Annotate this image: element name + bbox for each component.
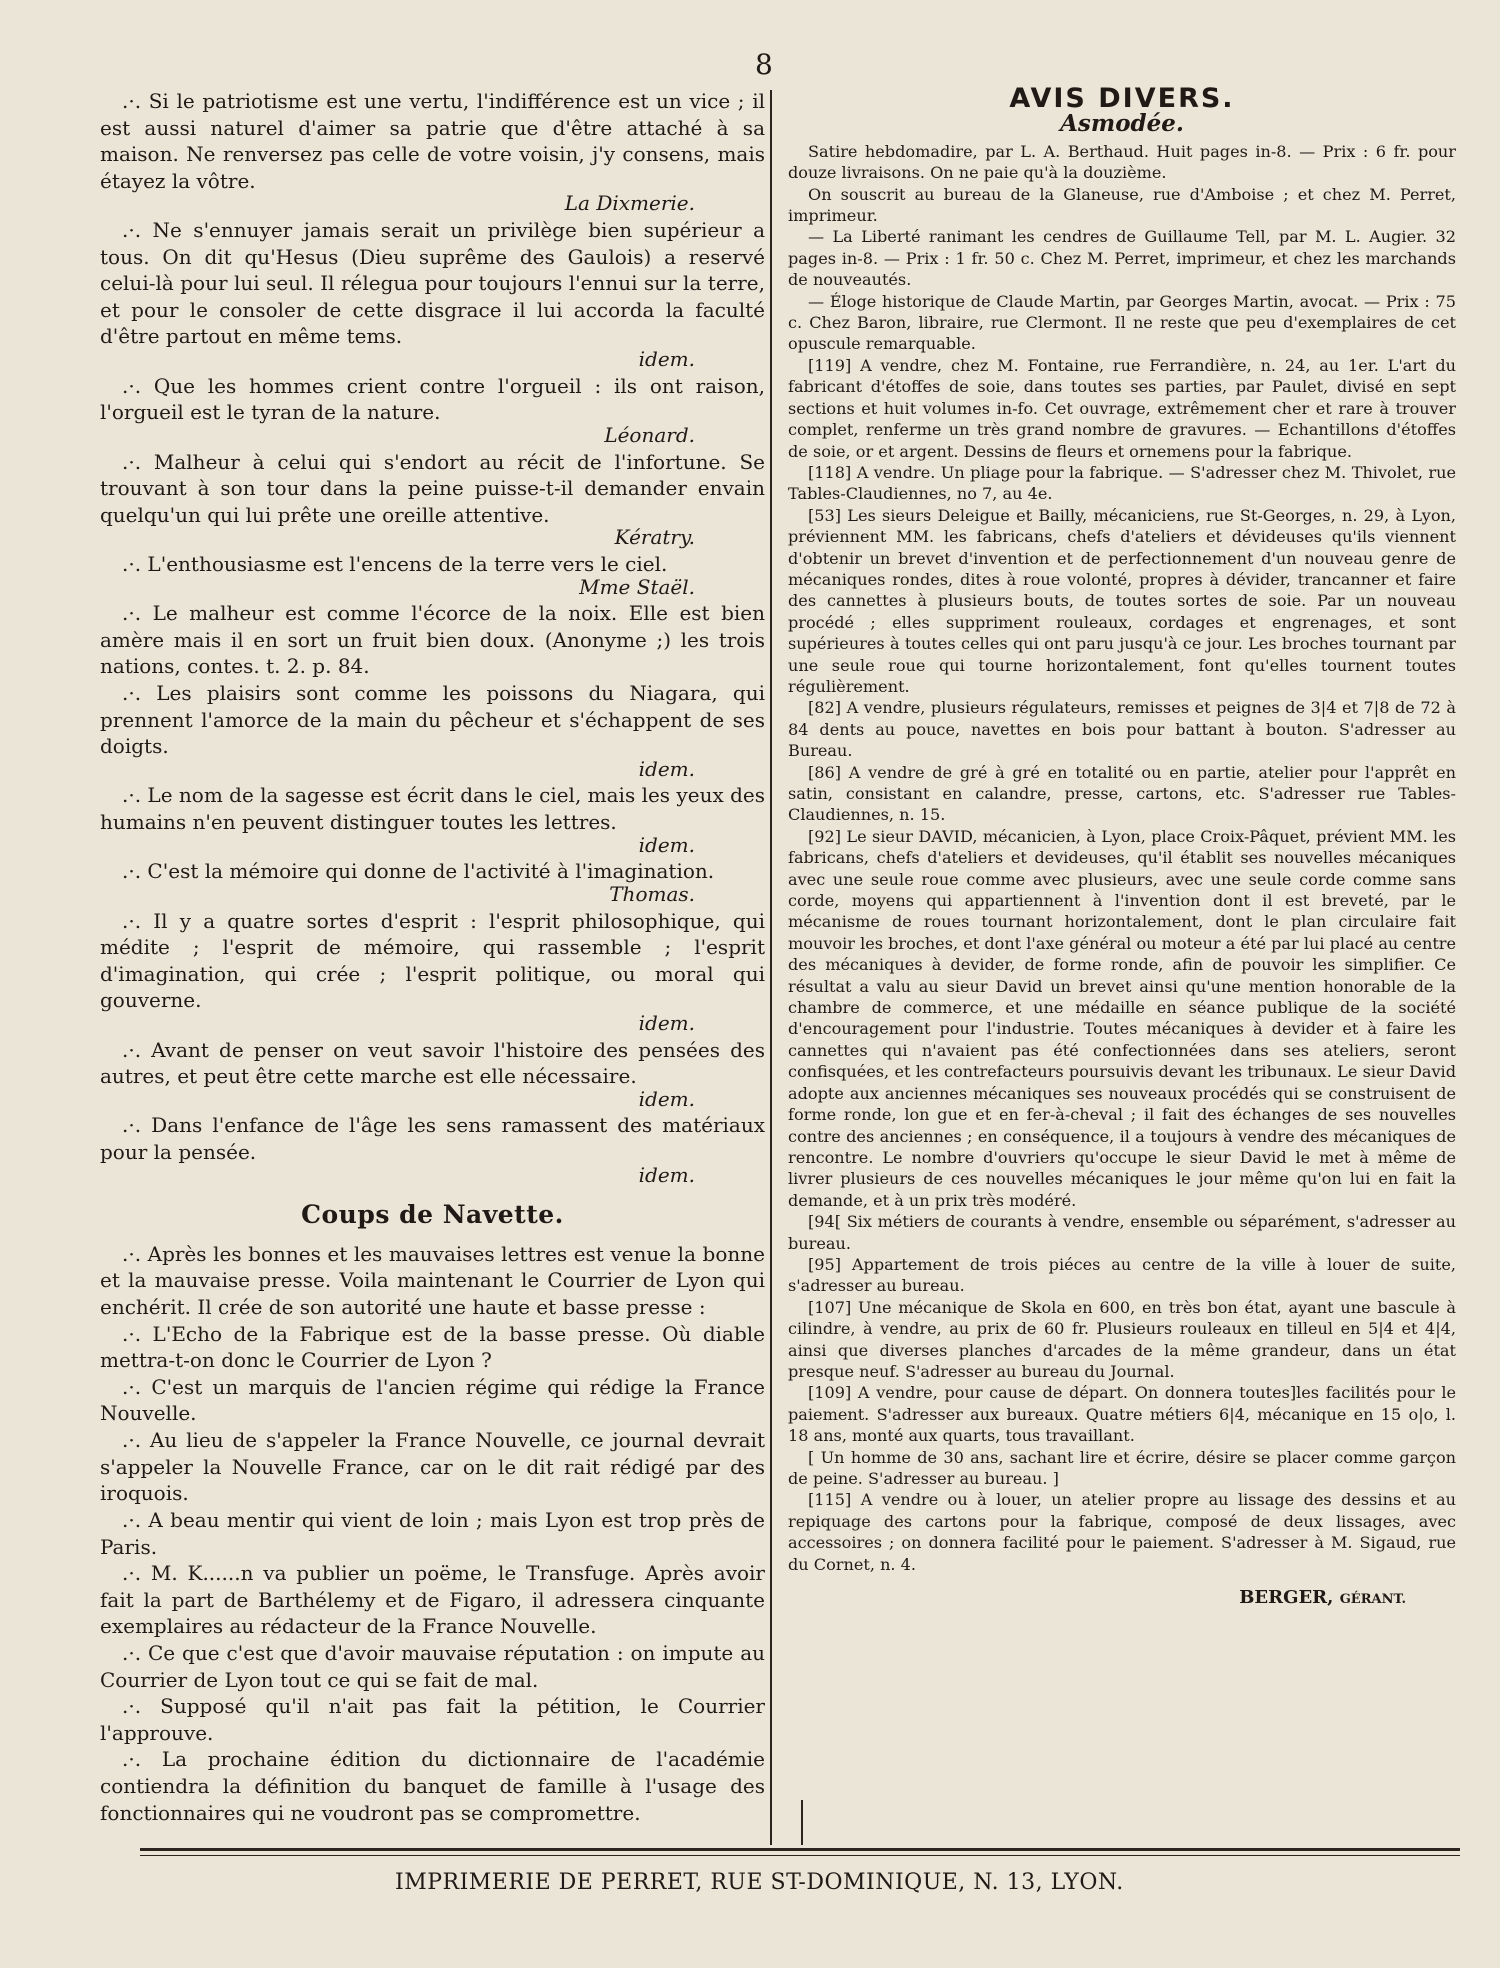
maxim-author: idem.: [638, 1162, 695, 1187]
maxim-text: .·. Les plaisirs sont comme les poissons du Niagara, qui prennent l'amorce de la main du pêcheur et s'échappent de ses doigts.: [100, 681, 765, 759]
section-title: Coups de Navette.: [301, 1200, 564, 1230]
page-number: 8: [755, 48, 773, 81]
maxim-author: Léonard.: [604, 422, 695, 447]
ad-item: [119] A vendre, chez M. Fontaine, rue Ferrandière, n. 24, au 1er. L'art du fabricant d'étoffes de soie, dans toutes ses parties, par Paulet, divisé en sept sections et huit volumes in-fo. Cet ouvrage, extrêmement cher et rare à trouver complet, renferme un très grand nombre de gravures. — Echantillons d'étoffes de soie, or et argent. Dessins de fleurs et ornemens pour la fabrique.: [788, 355, 1456, 461]
ad-item: [92] Le sieur DAVID, mécanicien, à Lyon, place Croix-Pâquet, prévient MM. les fabricans, chefs d'ateliers et devideuses, qu'il établit ses nouvelles mécaniques avec une seule roue comme avec plusieurs, avec une seule corde comme sans corde, moyens qui appartiennent à l'invention dont il est breveté, par le mécanisme de roues tournant horizontalement, dont le plan circulaire fait mouvoir les broches, et dont l'axe général ou moteur a été par lui placé au centre des mécaniques à devider, de forme ronde, afin de pouvoir les simplifier. Ce résultat a valu au sieur David un brevet ainsi qu'une mention honorable de la chambre de commerce, et une médaille en séance publique de la société d'encouragement pour l'industrie. Toutes mécaniques à devider et à faire les cannettes qui n'avaient pas été confectionnées dans ses ateliers, seront confisquées, et les contrefacteurs poursuivis devant les tribunaux. Le sieur David adopte aux anciennes mécaniques ses nouveaux procédés qui se construisent de forme ronde, lon gue et en fer-à-cheval ; il fait des échanges de ses nouvelles contre des anciennes ; en conséquence, il a toujours à vendre des mécaniques de rencontre. Le nombre d'ouvriers qu'occupe le sieur David le met à même de livrer plusieurs de ces nouvelles mécaniques le jour même qu'on lui en fait la demande, et à un prix très modéré.: [788, 826, 1456, 1210]
maxim-author: idem.: [638, 347, 695, 372]
maxim-text: .·. Dans l'enfance de l'âge les sens ramassent des matériaux pour la pensée.: [100, 1113, 765, 1164]
ad-item: [94[ Six métiers de courants à vendre, ensemble ou séparément, s'adresser au bureau.: [788, 1212, 1456, 1253]
maxim-author: idem.: [638, 1010, 695, 1035]
ad-item: Satire hebdomadire, par L. A. Berthaud. Huit pages in-8. — Prix : 6 fr. pour douze livraisons. On ne paie qu'à la douzième.: [788, 141, 1456, 183]
ad-item: — Éloge historique de Claude Martin, par Georges Martin, avocat. — Prix : 75 c. Chez Baron, libraire, rue Clermont. Il ne reste que peu d'exemplaires de cet opuscule remarquable.: [788, 291, 1456, 354]
navette-item: .·. Après les bonnes et les mauvaises lettres est venue la bonne et la mauvaise presse. Voila maintenant le Courrier de Lyon qui enchérit. Il crée de son autorité une haute et basse presse :: [100, 1241, 765, 1320]
ad-item: [109] A vendre, pour cause de départ. On donnera toutes]les facilités pour le paiement. S'adresser aux bureaux. Quatre métiers 6|4, mécanique en 15 o|o, l. 18 ans, monté aux quarts, tous travaillant.: [788, 1383, 1456, 1446]
ad-item: On souscrit au bureau de la Glaneuse, rue d'Amboise ; et chez M. Perret, imprimeur.: [788, 184, 1456, 226]
maxim-author: idem.: [638, 832, 695, 857]
maxims-list: [100, 88, 765, 1188]
signature-name: BERGER,: [1239, 1587, 1334, 1609]
maxim-author: idem.: [638, 1086, 695, 1111]
ads-list: [788, 141, 1456, 1575]
right-column: [788, 83, 1456, 1610]
navette-item: .·. M. K......n va publier un poëme, le Transfuge. Après avoir fait la part de Barthélemy et de Figaro, il adressera cinquante exemplaires au rédacteur de la France Nouvelle.: [100, 1561, 765, 1639]
navette-list: [100, 1241, 765, 1826]
ad-item: [86] A vendre de gré à gré en totalité ou en partie, atelier pour l'apprêt en satin, consistant en calandre, presse, cartons, etc. S'adresser rue Tables-Claudiennes, n. 15.: [788, 762, 1456, 825]
maxim-text: .·. Il y a quatre sortes d'esprit : l'esprit philosophique, qui médite ; l'esprit de mémoire, qui rassemble ; l'esprit d'imagination, qui crée ; l'esprit politique, ou moral qui gouverne.: [100, 908, 765, 1013]
ad-item: [53] Les sieurs Deleigue et Bailly, mécaniciens, rue St-Georges, n. 29, à Lyon, préviennent MM. les fabricans, chefs d'ateliers et dévideuses qu'ils viennent d'obtenir un brevet d'invention et de perfectionnement d'un nouveau genre de mécaniques rondes, dites à roue volonté, propres à dévider, trancanner et faire des cannettes à plusieurs bouts, de toutes sortes de soie. Par un nouveau procédé ; elles suppriment rouleaux, cordages et engrenages, et sont supérieures à toutes celles qui ont paru jusqu'à ce jour. Les broches tournant par une seule roue qui tourne horizontalement, font qu'elles tournent toutes régulièrement.: [788, 505, 1456, 696]
navette-item: .·. Supposé qu'il n'ait pas fait la pétition, le Courrier l'approuve.: [100, 1694, 765, 1745]
maxim-text: .·. Que les hommes crient contre l'orgueil : ils ont raison, l'orgueil est le tyran de la nature.: [100, 373, 765, 425]
ad-item: [95] Appartement de trois piéces au centre de la ville à louer de suite, s'adresser au bureau.: [788, 1254, 1456, 1296]
ad-item: [107] Une mécanique de Skola en 600, en très bon état, ayant une bascule à cilindre, à vendre, au prix de 60 fr. Plusieurs rouleaux en tilleul en 5|4 et 4|4, ainsi que diverses planches d'arcades de la même grandeur, dans un état presque neuf. S'adresser au bureau du Journal.: [788, 1297, 1456, 1381]
navette-item: .·. L'Echo de la Fabrique est de la basse presse. Où diable mettra-t-on donc le Courrier de Lyon ?: [100, 1321, 765, 1373]
footer-rule-top: [140, 1848, 1460, 1851]
maxim-text: .·. Ne s'ennuyer jamais serait un privilège bien supérieur a tous. On dit qu'Hesus (Dieu suprême des Gaulois) a reservé celui-là pour lui seul. Il rélegua pour toujours l'ennui sur la terre, et pour le consoler de cette disgrace il lui accorda la faculté d'être partout en même tems.: [100, 218, 765, 349]
maxim-text: .·. Si le patriotisme est une vertu, l'indifférence est un vice ; il est aussi naturel d'aimer sa patrie que d'être attaché à sa maison. Ne renversez pas celle de votre voisin, j'y consens, mais étayez la vôtre.: [100, 89, 765, 193]
maxim-author: idem.: [638, 756, 695, 781]
maxim-author: Kératry.: [614, 525, 695, 550]
ad-item: [82] A vendre, plusieurs régulateurs, remisses et peignes de 3|4 et 7|8 de 72 à 84 dents au pouce, navettes en bois pour battant à bouton. S'adresser au Bureau.: [788, 698, 1456, 761]
maxim-author: Mme Staël.: [579, 574, 695, 599]
column-divider: [770, 90, 772, 1845]
footer-rule-thin: [140, 1855, 1460, 1856]
ad-item: [118] A vendre. Un pliage pour la fabrique. — S'adresser chez M. Thivolet, rue Tables-Claudiennes, no 7, au 4e.: [788, 462, 1456, 504]
maxim-text: .·. Le malheur est comme l'écorce de la noix. Elle est bien amère mais il en sort un fruit bien doux. (Anonyme ;) les trois nations, contes. t. 2. p. 84.: [100, 601, 765, 679]
ad-item: [115] A vendre ou à louer, un atelier propre au lissage des dessins et au repiquage des cartons pour la fabrique, composé de deux lissages, avec accessoires ; on donnera facilité pour le paiement. S'adresser à M. Sigaud, rue du Cornet, n. 4.: [788, 1490, 1456, 1574]
maxim-text: .·. Avant de penser on veut savoir l'histoire des pensées des autres, et peut être cette marche est elle nécessaire.: [100, 1037, 765, 1089]
signature: [788, 1587, 1456, 1610]
column-divider-lower: [801, 1800, 803, 1845]
maxim-author: Thomas.: [609, 881, 695, 906]
asmodee-heading: Asmodée.: [1060, 110, 1184, 138]
maxim-text: .·. Le nom de la sagesse est écrit dans le ciel, mais les yeux des humains n'en peuvent distinguer toutes les lettres.: [100, 783, 765, 835]
maxim-text: .·. C'est la mémoire qui donne de l'activité à l'imagination.: [122, 859, 715, 884]
navette-item: .·. A beau mentir qui vient de loin ; mais Lyon est trop près de Paris.: [100, 1507, 765, 1559]
avis-divers-heading: AVIS DIVERS.: [1009, 83, 1235, 114]
navette-item: .·. C'est un marquis de l'ancien régime qui rédige la France Nouvelle.: [100, 1374, 765, 1426]
maxim-text: .·. Malheur à celui qui s'endort au récit de l'infortune. Se trouvant à son tour dans la peine puisse-t-il demander envain quelqu'un qui lui prête une oreille attentive.: [100, 449, 765, 527]
navette-item: .·. La prochaine édition du dictionnaire de l'académie contiendra la définition du banquet de famille à l'usage des fonctionnaires qui ne voudront pas se compromettre.: [100, 1747, 765, 1825]
maxim-text: .·. L'enthousiasme est l'encens de la terre vers le ciel.: [122, 551, 668, 576]
maxim-author: La Dixmerie.: [564, 191, 695, 216]
ad-item: [ Un homme de 30 ans, sachant lire et écrire, désire se placer comme garçon de peine. S'adresser au bureau. ]: [788, 1447, 1456, 1488]
left-column: [100, 88, 765, 1826]
signature-role: GÉRANT.: [1339, 1592, 1406, 1608]
imprint-footer: IMPRIMERIE DE PERRET, RUE ST-DOMINIQUE, N. 13, LYON.: [395, 1870, 1124, 1895]
ad-item: — La Liberté ranimant les cendres de Guillaume Tell, par M. L. Augier. 32 pages in-8. — Prix : 1 fr. 50 c. Chez M. Perret, imprimeur, et chez les marchands de nouveautés.: [788, 227, 1456, 290]
navette-item: .·. Ce que c'est que d'avoir mauvaise réputation : on impute au Courrier de Lyon tout ce qui se fait de mal.: [100, 1640, 765, 1692]
navette-item: .·. Au lieu de s'appeler la France Nouvelle, ce journal devrait s'appeler la Nouvelle France, car on le dit rait rédigé par des iroquois.: [100, 1428, 765, 1506]
